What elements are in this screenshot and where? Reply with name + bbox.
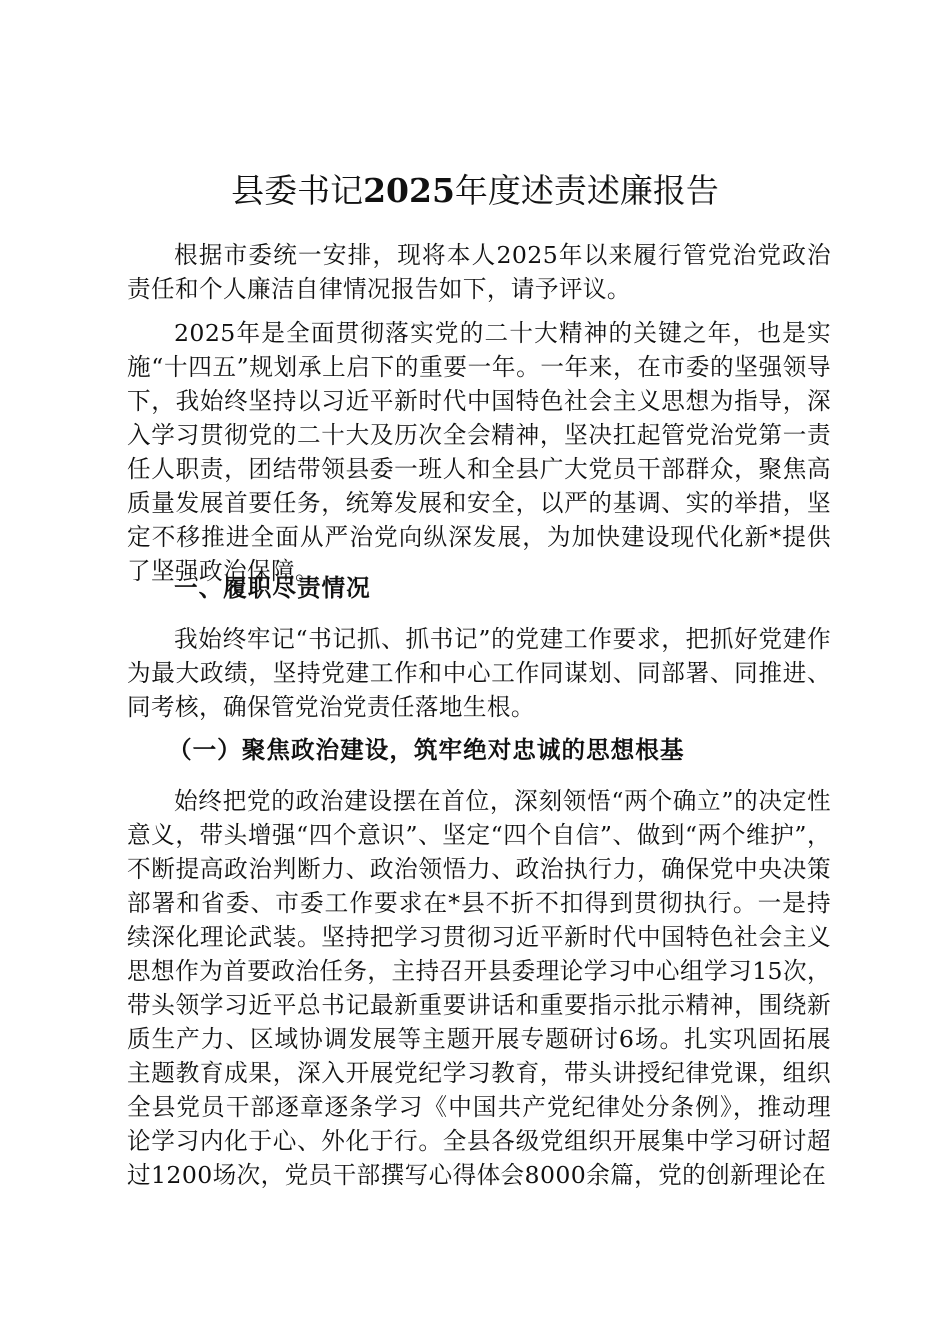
section-heading-1: 一、履职尽责情况 [174,574,371,602]
subsection-1-paragraph: 始终把党的政治建设摆在首位，深刻领悟“两个确立”的决定性意义，带头增强“四个意识”、坚定“四个自信”、做到“两个维护”，不断提高政治判断力、政治领悟力、政治执行力，确保党中央决策部署和省委、市委工作要求在*县不折不扣得到贯彻执行。一是持续深化理论武装。坚持把学习贯彻习近平新时代中国特色社会主义思想作为首要政治任务，主持召开县委理论学习中心组学习15次，带头领学习近平总书记最新重要讲话和重要指示批示精神，围绕新质生产力、区域协调发展等主题开展专题研讨6场。扎实巩固拓展主题教育成果，深入开展党纪学习教育，带头讲授纪律党课，组织全县党员干部逐章逐条学习《中国共产党纪律处分条例》，推动理论学习内化于心、外化于行。全县各级党组织开展集中学习研讨超过1200场次，党员干部撰写心得体会8000余篇，党的创新理论在 [127,787,831,1189]
title-year: 2025 [363,171,455,210]
intro-paragraph: 根据市委统一安排，现将本人2025年以来履行管党治党政治责任和个人廉洁自律情况报告如下，请予评议。 [127,241,831,303]
subsection-heading-1: （一）聚焦政治建设，筑牢绝对忠诚的思想根基 [168,736,685,764]
overview-paragraph: 2025年是全面贯彻落实党的二十大精神的关键之年，也是实施“十四五”规划承上启下的重要一年。一年来，在市委的坚强领导下，我始终坚持以习近平新时代中国特色社会主义思想为指导，深入学习贯彻党的二十大及历次全会精神，坚决扛起管党治党第一责任人职责，团结带领县委一班人和全县广大党员干部群众，聚焦高质量发展首要任务，统筹发展和安全，以严的基调、实的举措，坚定不移推进全面从严治党向纵深发展，为加快建设现代化新*提供了坚强政治保障。 [127,319,831,585]
section-1-paragraph: 我始终牢记“书记抓、抓书记”的党建工作要求，把抓好党建作为最大政绩，坚持党建工作和中心工作同谋划、同部署、同推进、同考核，确保管党治党责任落地生根。 [127,625,831,721]
title-prefix: 县委书记 [231,171,364,210]
title-suffix: 年度述责述廉报告 [454,171,719,210]
document-title [0,167,950,215]
